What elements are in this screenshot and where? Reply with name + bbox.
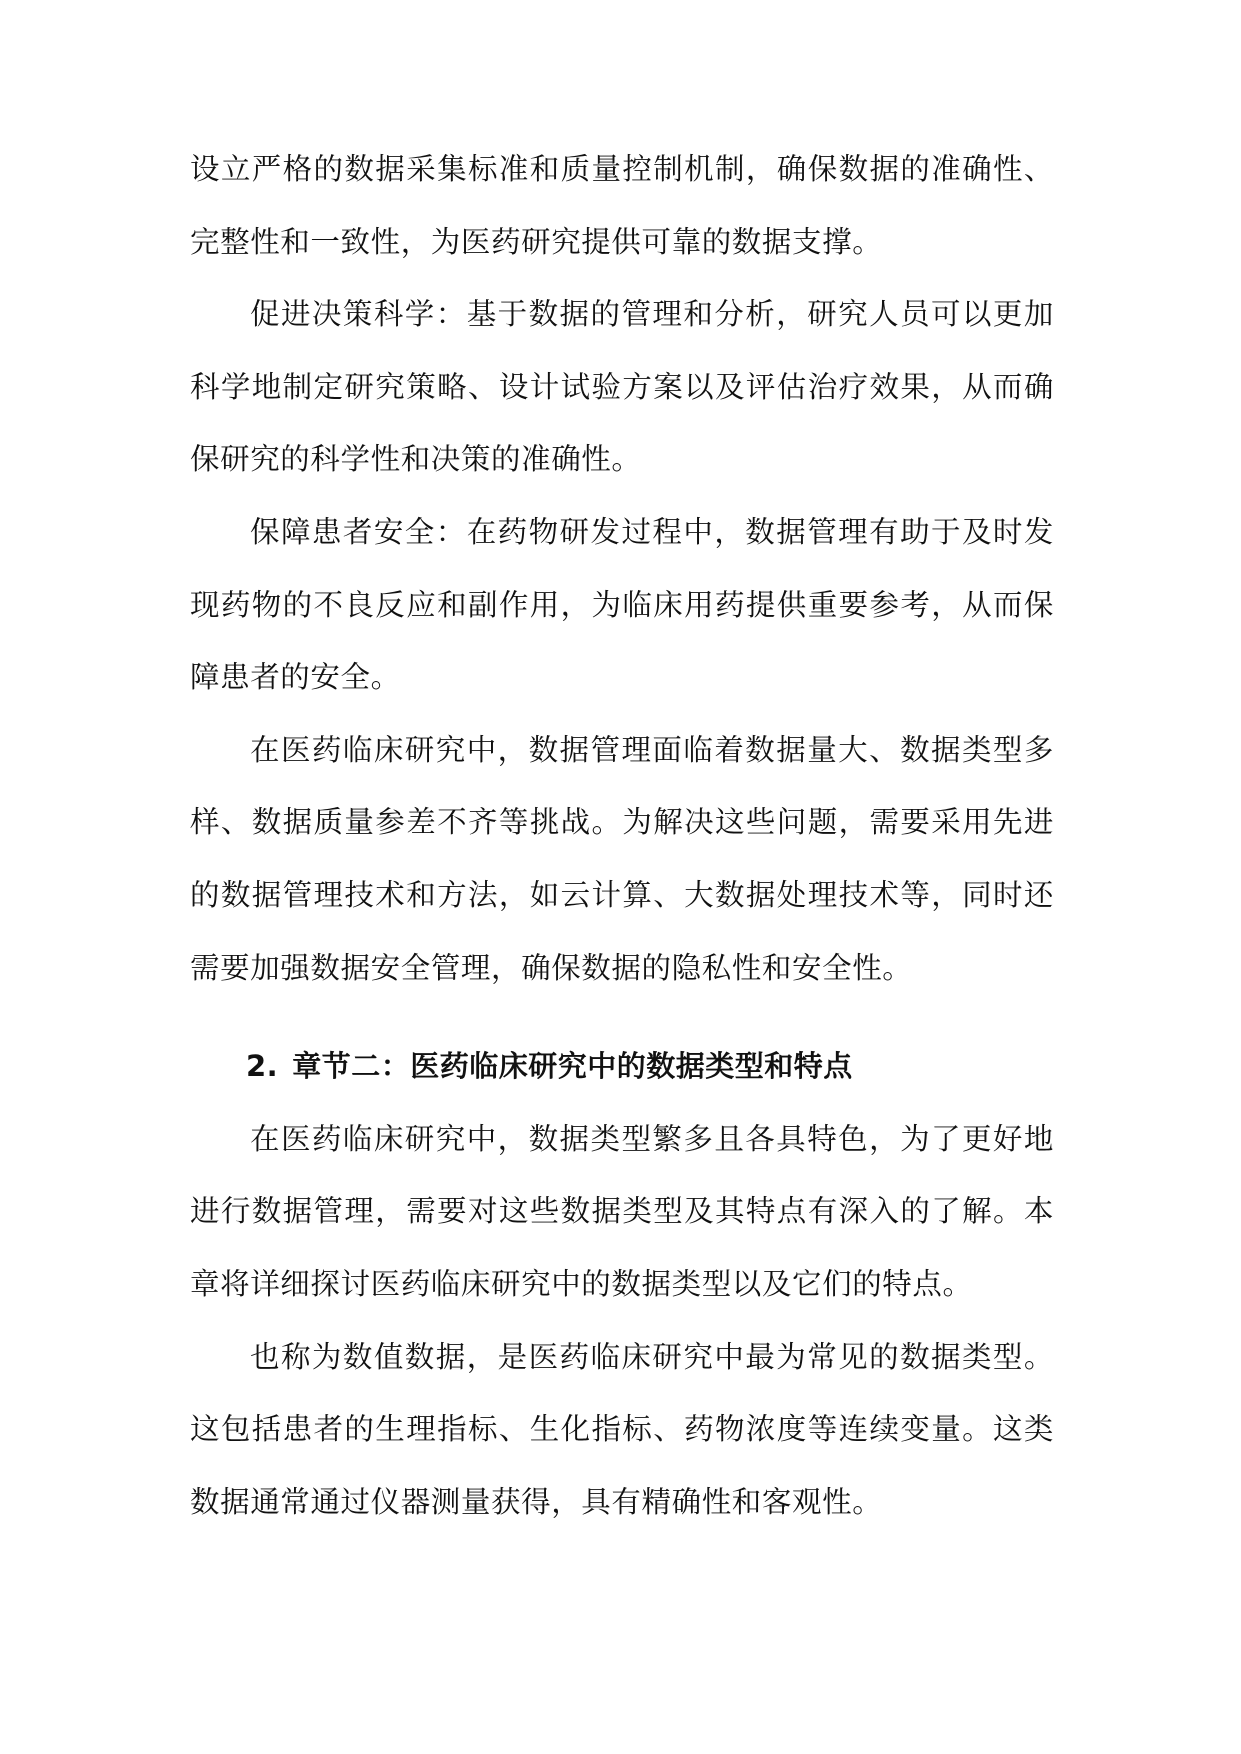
section-heading: [190, 1030, 1054, 1103]
paragraph-decision-science: 促进决策科学：基于数据的管理和分析，研究人员可以更加科学地制定研究策略、设计试验方案以及评估治疗效果，从而确保研究的科学性和决策的准确性。: [190, 297, 1054, 477]
paragraph-numeric-data: 也称为数值数据，是医药临床研究中最为常见的数据类型。这包括患者的生理指标、生化指标、药物浓度等连续变量。这类数据通常通过仪器测量获得，具有精确性和客观性。: [190, 1339, 1054, 1519]
section-spacer: [190, 1004, 1054, 1030]
paragraph-challenges: 在医药临床研究中，数据管理面临着数据量大、数据类型多样、数据质量参差不齐等挑战。为解决这些问题，需要采用先进的数据管理技术和方法，如云计算、大数据处理技术等，同时还需要加强数据安全管理，确保数据的隐私性和安全性。: [190, 732, 1054, 985]
section-number: 2.: [246, 1049, 279, 1084]
paragraph-patient-safety: 保障患者安全：在药物研发过程中，数据管理有助于及时发现药物的不良反应和副作用，为临床用药提供重要参考，从而保障患者的安全。: [190, 514, 1054, 695]
paragraph-data-types-intro: 在医药临床研究中，数据类型繁多且各具特色，为了更好地进行数据管理，需要对这些数据类型及其特点有深入的了解。本章将详细探讨医药临床研究中的数据类型以及它们的特点。: [190, 1121, 1054, 1301]
paragraph-data-quality: 设立严格的数据采集标准和质量控制机制，确保数据的准确性、完整性和一致性，为医药研究提供可靠的数据支撑。: [190, 152, 1054, 259]
document-body: [190, 133, 1054, 1538]
section-title: 章节二：医药临床研究中的数据类型和特点: [292, 1049, 853, 1084]
